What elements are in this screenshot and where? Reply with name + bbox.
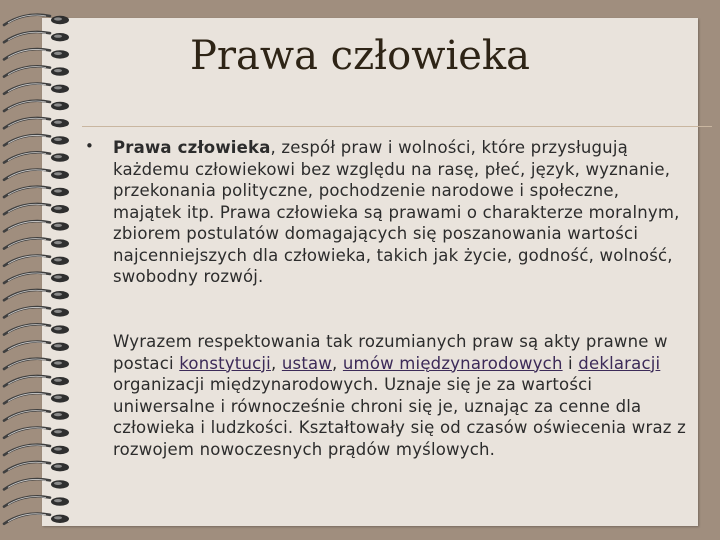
link-konstytucji[interactable]: konstytucji: [179, 353, 271, 373]
binding-ring: [4, 84, 69, 94]
title-divider: [82, 126, 712, 127]
binding-ring: [4, 238, 69, 248]
binding-ring: [4, 393, 69, 403]
separator: ,: [270, 353, 282, 373]
spiral-binding-icon: [0, 0, 80, 540]
binding-ring: [4, 49, 69, 59]
binding-ring: [4, 135, 69, 145]
binding-ring: [4, 118, 69, 128]
link-deklaracji[interactable]: deklaracji: [578, 353, 661, 373]
binding-ring: [4, 66, 69, 76]
definition-text: , zespół praw i wolności, które przysługują każdemu człowiekowi bez względu na rasę, płeć, język, wyznanie, przekonania polityczne, pochodzenie narodowe i społeczne, majątek itp. Prawa człowieka są prawami o charakterze moralnym, zbiorem postulatów domagających się poszanowania wartości najcenniejszych dla człowieka, takich jak życie, godność, wolność, swobodny rozwój.: [113, 138, 680, 286]
separator: ,: [332, 353, 343, 373]
binding-ring: [4, 32, 69, 42]
binding-ring: [4, 462, 69, 472]
separator: i: [562, 353, 579, 373]
binding-ring: [4, 359, 69, 369]
binding-ring: [4, 204, 69, 214]
binding-ring: [4, 273, 69, 283]
binding-ring: [4, 376, 69, 386]
paragraph-definition: [113, 137, 688, 288]
bullet-dot-icon: •: [85, 137, 94, 155]
binding-ring: [4, 410, 69, 420]
paragraph-legal-acts: [113, 331, 688, 460]
link-umow-miedzynarodowych[interactable]: umów międzynarodowych: [342, 353, 563, 373]
text-after: organizacji międzynarodowych. Uznaje się je za wartości uniwersalne i równocześnie chroni się je, uznając za cenne dla człowieka i ludzkości. Kształtowały się od czasów oświecenia wraz z rozwojem nowoczesnych prądów myślowych.: [113, 375, 686, 459]
binding-ring: [4, 445, 69, 455]
text-before: Wyrazem respektowania tak rozumianych praw są akty prawne w postaci: [113, 332, 668, 373]
binding-ring: [4, 290, 69, 300]
binding-ring: [4, 187, 69, 197]
binding-ring: [4, 479, 69, 489]
binding-ring: [4, 152, 69, 162]
binding-ring: [4, 496, 69, 506]
binding-ring: [4, 256, 69, 266]
binding-ring: [4, 307, 69, 317]
binding-ring: [4, 342, 69, 352]
binding-ring: [4, 101, 69, 111]
binding-ring: [4, 514, 69, 524]
term-bold: Prawa człowieka: [113, 138, 271, 157]
binding-ring: [4, 428, 69, 438]
binding-ring: [4, 15, 69, 25]
binding-ring: [4, 221, 69, 231]
link-ustaw[interactable]: ustaw: [281, 353, 332, 373]
binding-ring: [4, 170, 69, 180]
page-title: Prawa człowieka: [190, 33, 530, 79]
binding-ring: [4, 324, 69, 334]
